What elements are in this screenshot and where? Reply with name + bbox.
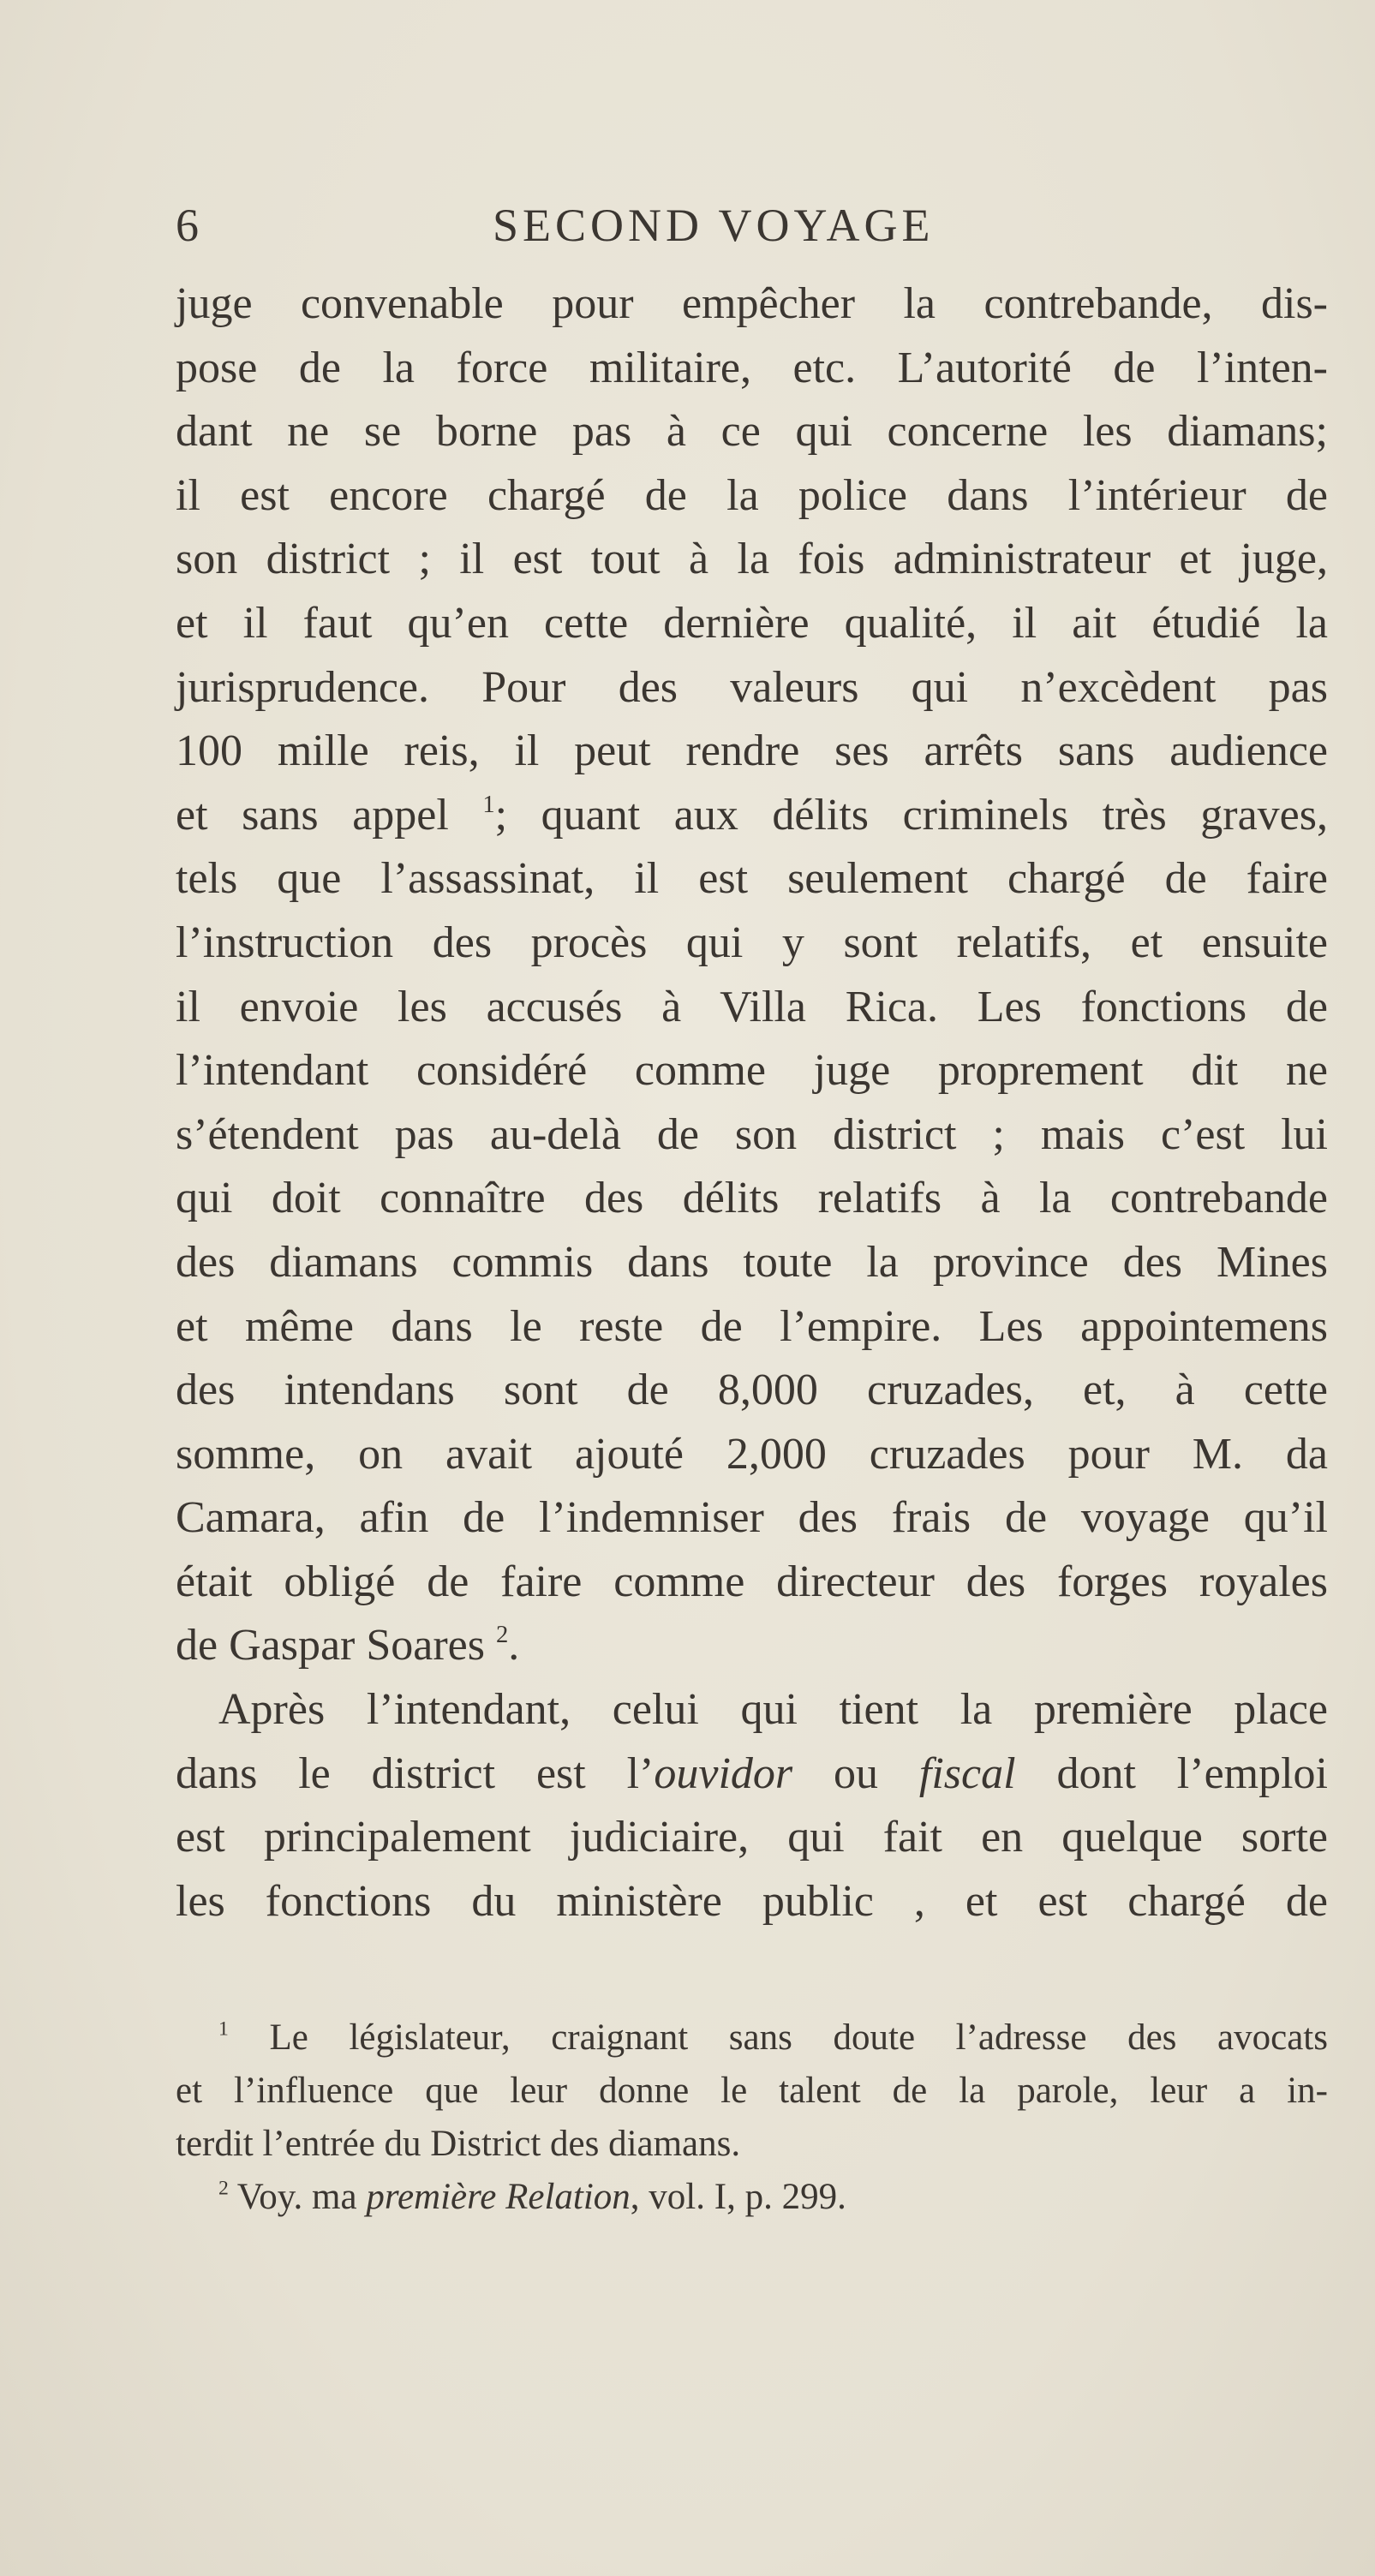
text-line xyxy=(176,1614,1328,1678)
text-line xyxy=(176,720,1328,784)
text-run: il est encore chargé de la police dans l’intérieur de xyxy=(176,470,1328,520)
text-run: dant ne se borne pas à ce qui concerne les diamans; xyxy=(176,407,1328,457)
text-run: et sans appel xyxy=(176,790,483,840)
footnote-line xyxy=(176,2065,1328,2118)
text-line xyxy=(176,337,1328,401)
page-number: 6 xyxy=(176,200,200,251)
text-run: juge convenable pour empêcher la contrebande, dis- xyxy=(176,279,1328,328)
text-run: pose de la force militaire, etc. L’autorité de l’inten- xyxy=(176,343,1328,392)
text-run: jurisprudence. Pour des valeurs qui n’excèdent pas xyxy=(176,662,1328,712)
footnote-line xyxy=(176,2011,1328,2065)
text-run: et l’influence que leur donne le talent de la parole, leur a in- xyxy=(176,2071,1328,2111)
text-run: ; quant aux délits criminels très graves, xyxy=(494,790,1328,840)
footnotes xyxy=(176,2011,1328,2224)
text-run: de Gaspar Soares xyxy=(176,1621,496,1671)
text-run: l’intendant considéré comme juge proprement dit ne xyxy=(176,1046,1328,1096)
text-line xyxy=(176,847,1328,911)
text-line xyxy=(176,1486,1328,1551)
footnote-line xyxy=(176,2171,1328,2224)
text-line xyxy=(176,911,1328,976)
text-line xyxy=(176,528,1328,592)
text-run: ou xyxy=(792,1748,919,1798)
text-run: . xyxy=(508,1621,520,1671)
footnote-marker: 1 xyxy=(218,2017,229,2041)
text-line xyxy=(176,1423,1328,1487)
text-line xyxy=(176,784,1328,848)
text-line xyxy=(176,464,1328,529)
footnote-line xyxy=(176,2118,1328,2171)
text-line xyxy=(176,656,1328,720)
text-run: des diamans commis dans toute la province des Mines xyxy=(176,1237,1328,1287)
text-line xyxy=(176,1295,1328,1360)
footnote-marker: 2 xyxy=(495,1622,509,1649)
text-run: 100 mille reis, il peut rendre ses arrêts sans audience xyxy=(176,726,1328,776)
text-line xyxy=(176,1103,1328,1168)
text-run: Voy. ma xyxy=(228,2177,367,2217)
text-run: des intendans sont de 8,000 cruzades, et, à cette xyxy=(176,1366,1328,1415)
text-run: , vol. I, p. 299. xyxy=(630,2177,846,2217)
text-line xyxy=(176,400,1328,464)
text-run: Le législateur, craignant sans doute l’adresse des avocats xyxy=(228,2017,1328,2058)
page-header xyxy=(176,199,1328,259)
text-run: et même dans le reste de l’empire. Les appointemens xyxy=(176,1301,1328,1351)
text-line xyxy=(176,976,1328,1040)
body-text xyxy=(176,272,1328,1933)
text-run: les fonctions du ministère public , et est chargé de xyxy=(176,1876,1328,1926)
text-run: dans le district est l’ xyxy=(176,1748,655,1798)
text-line xyxy=(176,1806,1328,1870)
text-run: est principalement judiciaire, qui fait en quelque sorte xyxy=(176,1813,1328,1862)
text-line xyxy=(176,1742,1328,1807)
italic-text: fiscal xyxy=(918,1748,1016,1798)
text-line xyxy=(176,1039,1328,1103)
text-line xyxy=(176,272,1328,337)
text-line xyxy=(176,1231,1328,1295)
text-line xyxy=(176,1678,1328,1742)
text-run: tels que l’assassinat, il est seulement chargé de faire xyxy=(176,854,1328,904)
text-run: et il faut qu’en cette dernière qualité, il ait étudié la xyxy=(176,598,1328,648)
text-run: s’étendent pas au-delà de son district ; mais c’est lui xyxy=(176,1109,1328,1159)
text-run: il envoie les accusés à Villa Rica. Les fonctions de xyxy=(176,982,1328,1031)
text-run: son district ; il est tout à la fois administrateur et juge, xyxy=(176,535,1328,584)
footnote-marker: 1 xyxy=(482,791,495,818)
italic-text: ouvidor xyxy=(654,1748,793,1798)
text-run: Camara, afin de l’indemniser des frais de voyage qu’il xyxy=(176,1493,1328,1543)
text-run: dont l’emploi xyxy=(1015,1748,1328,1798)
text-line xyxy=(176,1359,1328,1423)
text-run: était obligé de faire comme directeur des forges royales xyxy=(176,1557,1328,1606)
footnote-marker: 2 xyxy=(218,2177,229,2200)
running-title: SECOND VOYAGE xyxy=(493,200,935,251)
text-run: terdit l’entrée du District des diamans. xyxy=(176,2124,741,2164)
text-run: Après l’intendant, celui qui tient la première place xyxy=(218,1685,1328,1735)
text-line xyxy=(176,1551,1328,1615)
text-run: l’instruction des procès qui y sont relatifs, et ensuite xyxy=(176,917,1328,967)
text-run: somme, on avait ajouté 2,000 cruzades pour M. da xyxy=(176,1429,1328,1479)
text-run: qui doit connaître des délits relatifs à la contrebande xyxy=(176,1174,1328,1223)
italic-text: première Relation xyxy=(366,2177,631,2217)
text-line xyxy=(176,1167,1328,1231)
text-line xyxy=(176,592,1328,656)
text-line xyxy=(176,1870,1328,1934)
